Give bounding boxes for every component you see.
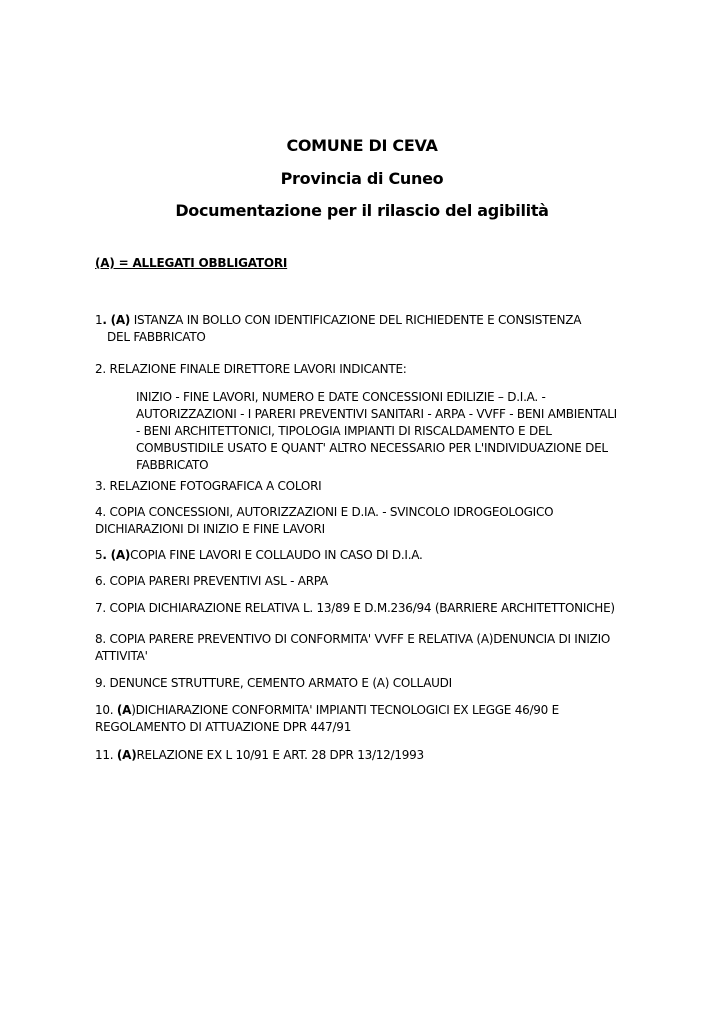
item-text: COPIA FINE LAVORI E COLLAUDO IN CASO DI D.I.A. — [130, 548, 423, 562]
item-text-continued: DICHIARAZIONI DI INIZIO E FINE LAVORI — [95, 522, 325, 536]
item-text-continued: ATTIVITA' — [95, 649, 148, 663]
list-item-10-line-1 — [95, 702, 655, 719]
item-text: ISTANZA IN BOLLO CON IDENTIFICAZIONE DEL RICHIEDENTE E CONSISTENZA — [130, 313, 582, 327]
list-item-10 — [95, 702, 655, 736]
item-number: 3 — [95, 479, 103, 493]
item-number: 8 — [95, 632, 103, 646]
item-separator: . — [102, 313, 111, 327]
item-text-continued: REGOLAMENTO DI ATTUAZIONE DPR 447/91 — [95, 720, 352, 734]
item-number: 4 — [95, 505, 103, 519]
list-item-11 — [95, 747, 655, 764]
detail-line: FABBRICATO — [136, 458, 209, 472]
item-number: 5 — [95, 548, 103, 562]
item-text: . RELAZIONE FOTOGRAFICA A COLORI — [102, 479, 322, 493]
item-number: 2 — [95, 362, 103, 376]
item-text: . COPIA CONCESSIONI, AUTORIZZAZIONI E D.IA. - SVINCOLO IDROGEOLOGICO — [102, 505, 554, 519]
item-tag: (A) — [116, 748, 137, 762]
item-separator: . — [109, 703, 117, 717]
item-text-continued: DEL FABBRICATO — [107, 330, 206, 344]
item-number: 6 — [95, 574, 103, 588]
list-item-3 — [95, 478, 655, 495]
list-item-4-line-1 — [95, 504, 655, 521]
item-number: 1 — [95, 313, 103, 327]
item-number: 11 — [95, 748, 110, 762]
detail-line: COMBUSTIDILE USATO E QUANT' ALTRO NECESSARIO PER L'INDIVIDUAZIONE DEL — [136, 441, 608, 455]
item-text: )DICHIARAZIONE CONFORMITA' IMPIANTI TECNOLOGICI EX LEGGE 46/90 E — [131, 703, 559, 717]
item-tag: (A) — [110, 313, 131, 327]
item-text: . COPIA PARERE PREVENTIVO DI CONFORMITA' VVFF E RELATIVA (A)DENUNCIA DI INIZIO — [102, 632, 611, 646]
item-text: . DENUNCE STRUTTURE, CEMENTO ARMATO E (A) COLLAUDI — [102, 676, 452, 690]
document-title: COMUNE DI CEVA — [286, 136, 438, 155]
item-separator: . — [109, 748, 117, 762]
list-item-8-line-1 — [95, 631, 655, 648]
list-item-9 — [95, 675, 655, 692]
item-text: . RELAZIONE FINALE DIRETTORE LAVORI INDICANTE: — [102, 362, 407, 376]
item-number: 10 — [95, 703, 110, 717]
list-item-8 — [95, 631, 655, 665]
list-item-1-line-1 — [95, 312, 655, 329]
list-item-5 — [95, 547, 655, 564]
item-tag: (A) — [110, 548, 131, 562]
detail-line: INIZIO - FINE LAVORI, NUMERO E DATE CONCESSIONI EDILIZIE – D.I.A. - — [136, 390, 546, 404]
list-item-2-details — [136, 389, 656, 474]
item-number: 9 — [95, 676, 103, 690]
list-item-7 — [95, 600, 695, 617]
item-text: RELAZIONE EX L 10/91 E ART. 28 DPR 13/12/1993 — [136, 748, 424, 762]
list-item-4 — [95, 504, 655, 538]
item-text: . COPIA PARERI PREVENTIVI ASL - ARPA — [102, 574, 328, 588]
list-item-6 — [95, 573, 655, 590]
item-tag: (A — [116, 703, 132, 717]
detail-line: - BENI ARCHITETTONICI, TIPOLOGIA IMPIANTI DI RISCALDAMENTO E DEL — [136, 424, 552, 438]
item-text: . COPIA DICHIARAZIONE RELATIVA L. 13/89 E D.M.236/94 (BARRIERE ARCHITETTONICHE) — [102, 601, 615, 615]
section-label: (A) = ALLEGATI OBBLIGATORI — [95, 256, 288, 270]
item-number: 7 — [95, 601, 103, 615]
detail-line: AUTORIZZAZIONI - I PARERI PREVENTIVI SANITARI - ARPA - VVFF - BENI AMBIENTALI — [136, 407, 617, 421]
document-heading: Documentazione per il rilascio del agibilità — [175, 201, 549, 220]
document-subtitle: Provincia di Cuneo — [280, 169, 444, 188]
list-item-1 — [95, 312, 655, 346]
list-item-2 — [95, 361, 655, 378]
item-separator: . — [102, 548, 111, 562]
